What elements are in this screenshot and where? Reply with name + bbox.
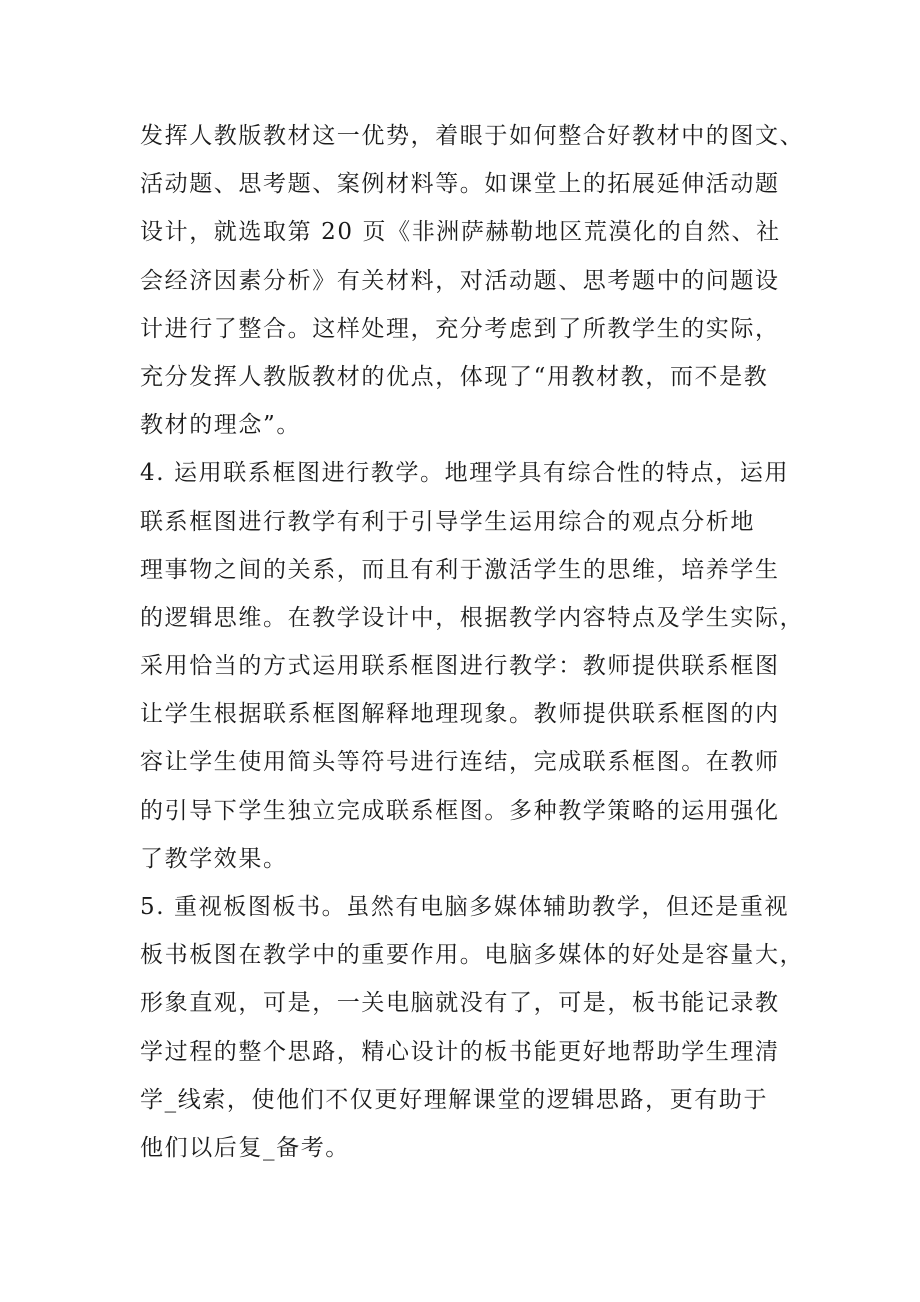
- text-line: 学过程的整个思路，精心设计的板书能更好地帮助学生理清: [140, 1038, 780, 1065]
- text-line: 5. 重视板图板书。虽然有电脑多媒体辅助教学，但还是重视: [140, 894, 790, 920]
- text-line: 了教学效果。: [140, 845, 288, 872]
- text-line: 设计，就选取第 20 页《非洲萨赫勒地区荒漠化的自然、社: [140, 219, 781, 246]
- text-line: 的引导下学生独立完成联系框图。多种教学策略的运用强化: [140, 797, 780, 824]
- text-line: 充分发挥人教版教材的优点，体现了“用教材教，而不是教: [140, 363, 769, 390]
- text-line: 计进行了整合。这样处理，充分考虑到了所教学生的实际，: [140, 315, 780, 342]
- text-line: 容让学生使用简头等符号进行连结，完成联系框图。在教师: [140, 749, 780, 776]
- text-line: 板书板图在教学中的重要作用。电脑多媒体的好处是容量大，: [140, 942, 805, 969]
- text-line: 理事物之间的关系，而且有利于激活学生的思维，培养学生: [140, 556, 780, 583]
- text-line: 形象直观，可是，一关电脑就没有了，可是，板书能记录教: [140, 990, 780, 1017]
- text-line: 4. 运用联系框图进行教学。地理学具有综合性的特点，运用: [140, 460, 790, 487]
- text-line: 发挥人教版教材这一优势，着眼于如何整合好教材中的图文、: [140, 123, 805, 149]
- text-line: 会经济因素分析》有关材料，对活动题、思考题中的问题设: [140, 267, 780, 294]
- text-line: 教材的理念”。: [140, 412, 301, 439]
- text-line: 采用恰当的方式运用联系框图进行教学：教师提供联系框图: [140, 653, 780, 680]
- text-line: 学_线索，使他们不仅更好理解课堂的逻辑思路，更有助于: [140, 1086, 769, 1113]
- text-line: 他们以后复_备考。: [140, 1134, 350, 1161]
- text-line: 让学生根据联系框图解释地理现象。教师提供联系框图的内: [140, 701, 780, 728]
- text-line: 联系框图进行教学有利于引导学生运用综合的观点分析地: [140, 508, 755, 535]
- body-text: [140, 112, 820, 1172]
- text-line: 的逻辑思维。在教学设计中，根据教学内容特点及学生实际，: [140, 604, 805, 631]
- text-line: 活动题、思考题、案例材料等。如课堂上的拓展延伸活动题: [140, 171, 780, 198]
